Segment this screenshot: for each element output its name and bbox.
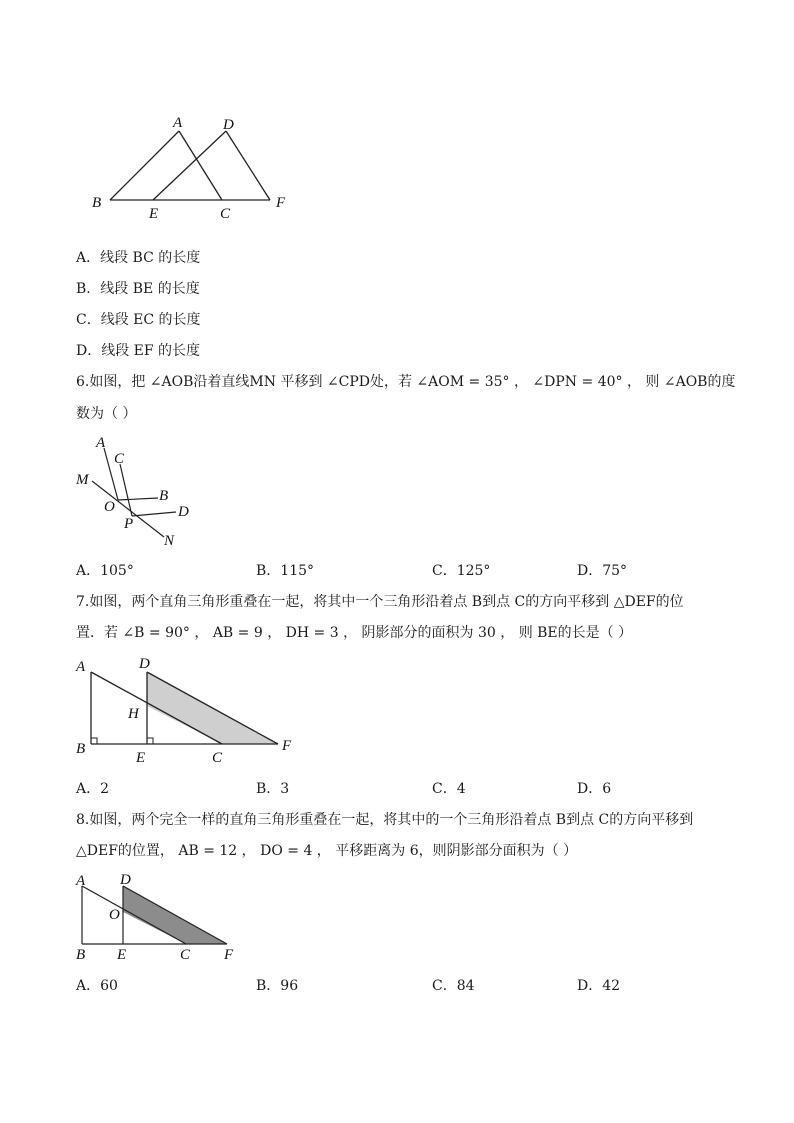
q6-option-d: D．75° — [577, 563, 628, 579]
label-O: O — [104, 499, 115, 515]
q7-option-a: A．2 — [76, 781, 110, 797]
q8-stem-line1: 8.如图，两个完全一样的直角三角形重叠在一起，将其中的一个三角形沿着点 B到点 C的方向平移到 — [76, 812, 694, 828]
label-C: C — [180, 947, 191, 963]
figure-q7 — [70, 652, 300, 770]
label-D: D — [178, 504, 189, 520]
label-M: M — [76, 472, 89, 488]
q6-option-a: A．105° — [76, 563, 134, 579]
label-B: B — [92, 195, 102, 211]
q5-option-d: D．线段 EF 的长度 — [76, 343, 201, 359]
label-D: D — [139, 656, 150, 672]
label-N: N — [164, 533, 175, 549]
q8-option-b: B．96 — [256, 978, 299, 994]
q5-option-b: B．线段 BE 的长度 — [76, 281, 200, 297]
label-C: C — [220, 206, 231, 222]
q7-option-d: D．6 — [577, 781, 612, 797]
q7-options — [76, 780, 776, 798]
figure-q8 — [72, 870, 242, 966]
label-F: F — [282, 738, 292, 754]
label-O: O — [109, 907, 120, 923]
label-B: B — [76, 947, 86, 963]
label-D: D — [120, 872, 131, 888]
label-E: E — [117, 947, 127, 963]
label-B: B — [76, 741, 86, 757]
q6-stem-line2: 数为（ ） — [76, 406, 137, 422]
q5-option-a: A．线段 BC 的长度 — [76, 250, 201, 266]
label-E: E — [149, 206, 159, 222]
q6-stem-line1: 6.如图，把 ∠AOB沿着直线MN 平移到 ∠CPD处，若 ∠AOM = 35° ， ∠DPN = 40° ， 则 ∠AOB的度 — [76, 374, 736, 390]
label-A: A — [76, 659, 86, 675]
q8-stem-line2: △DEF的位置， AB = 12 ， DO = 4 ， 平移距离为 6，则阴影部分面积为（ ） — [76, 843, 578, 859]
label-B: B — [159, 488, 169, 504]
q6-option-c: C．125° — [432, 563, 491, 579]
figure-q6 — [72, 434, 202, 552]
label-F: F — [224, 947, 234, 963]
q8-options — [76, 977, 776, 995]
q6-options — [76, 562, 776, 580]
figure-q5 — [86, 112, 296, 224]
label-D: D — [223, 117, 234, 133]
label-F: F — [276, 195, 286, 211]
label-C: C — [114, 451, 125, 467]
q8-option-a: A．60 — [76, 978, 118, 994]
q7-stem-line2: 置．若 ∠B = 90° ， AB = 9 ， DH = 3 ， 阴影部分的面积为 30 ， 则 BE的长是（ ） — [76, 625, 633, 641]
label-C: C — [212, 750, 223, 766]
q7-option-b: B．3 — [256, 781, 290, 797]
label-P: P — [124, 516, 134, 532]
q5-option-c: C．线段 EC 的长度 — [76, 312, 201, 328]
q6-option-b: B．115° — [256, 563, 315, 579]
label-A: A — [96, 435, 106, 451]
q8-option-c: C．84 — [432, 978, 475, 994]
label-A: A — [173, 115, 183, 131]
label-E: E — [136, 750, 146, 766]
q7-option-c: C．4 — [432, 781, 466, 797]
label-A: A — [76, 873, 86, 889]
q7-stem-line1: 7.如图，两个直角三角形重叠在一起，将其中一个三角形沿着点 B到点 C的方向平移到 △DEF的位 — [76, 594, 684, 610]
label-H: H — [128, 706, 139, 722]
q8-option-d: D．42 — [577, 978, 621, 994]
